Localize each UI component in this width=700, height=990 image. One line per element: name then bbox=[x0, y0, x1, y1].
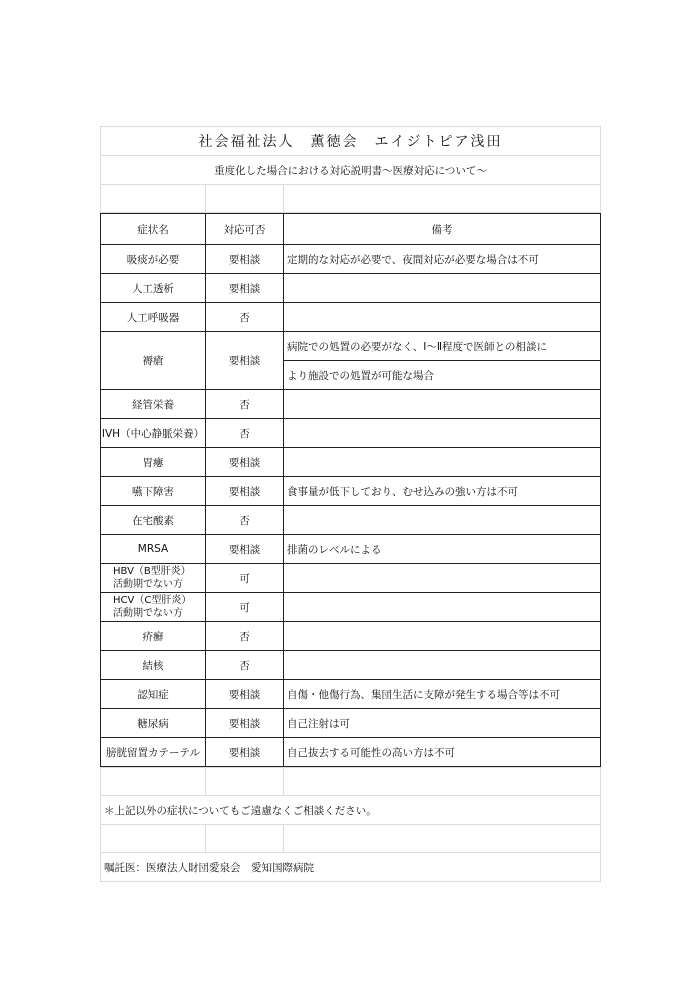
availability-value: 要相談 bbox=[206, 448, 284, 477]
symptom-name: 嚥下障害 bbox=[101, 477, 206, 506]
remark-text: 自己注射は可 bbox=[284, 709, 601, 738]
table-row bbox=[101, 448, 601, 477]
symptom-name: 褥瘡 bbox=[101, 332, 206, 390]
remark-text bbox=[284, 448, 601, 477]
symptom-name: 結核 bbox=[101, 651, 206, 680]
document-subtitle: 重度化した場合における対応説明書～医療対応について～ bbox=[101, 156, 601, 185]
symptom-name: 人工透析 bbox=[101, 274, 206, 303]
table-row bbox=[101, 709, 601, 738]
remark-text bbox=[284, 564, 601, 593]
symptom-name bbox=[101, 564, 206, 593]
consulting-doctor: 嘱託医：医療法人財団愛泉会 愛知国際病院 bbox=[101, 853, 601, 882]
availability-value: 要相談 bbox=[206, 477, 284, 506]
header-symptom: 症状名 bbox=[101, 214, 206, 245]
header-availability: 対応可否 bbox=[206, 214, 284, 245]
table-row bbox=[101, 419, 601, 448]
remark-text bbox=[284, 390, 601, 419]
table-row bbox=[101, 622, 601, 651]
symptom-name-line2: 活動期でない方 bbox=[113, 579, 183, 590]
remark-text bbox=[284, 651, 601, 680]
header-remarks: 備考 bbox=[284, 214, 601, 245]
availability-value: 可 bbox=[206, 593, 284, 622]
footer-block bbox=[100, 767, 601, 882]
availability-value: 要相談 bbox=[206, 680, 284, 709]
availability-value: 要相談 bbox=[206, 535, 284, 564]
availability-value: 否 bbox=[206, 303, 284, 332]
symptom-name-line2: 活動期でない方 bbox=[113, 608, 183, 619]
availability-value: 否 bbox=[206, 651, 284, 680]
remark-text bbox=[284, 303, 601, 332]
remark-text bbox=[284, 506, 601, 535]
symptom-name-line1: HCV（C型肝炎） bbox=[113, 595, 192, 606]
availability-value: 否 bbox=[206, 419, 284, 448]
remark-text-line2: より施設での処置が可能な場合 bbox=[284, 361, 601, 390]
symptom-name: MRSA bbox=[101, 535, 206, 564]
symptom-name bbox=[101, 593, 206, 622]
table-row bbox=[101, 680, 601, 709]
remark-text bbox=[284, 419, 601, 448]
symptom-name: 人工呼吸器 bbox=[101, 303, 206, 332]
symptom-name: 在宅酸素 bbox=[101, 506, 206, 535]
symptom-name: 膀胱留置カテーテル bbox=[101, 738, 206, 767]
symptom-name: 疥癬 bbox=[101, 622, 206, 651]
remark-text bbox=[284, 622, 601, 651]
footnote: ＊上記以外の症状についてもご遠慮なくご相談ください。 bbox=[101, 796, 601, 825]
table-row bbox=[101, 651, 601, 680]
medical-care-table bbox=[100, 213, 601, 767]
remark-text: 定期的な対応が必要で、夜間対応が必要な場合は不可 bbox=[284, 245, 601, 274]
table-row bbox=[101, 477, 601, 506]
table-header-row bbox=[101, 214, 601, 245]
symptom-name: 糖尿病 bbox=[101, 709, 206, 738]
table-row bbox=[101, 274, 601, 303]
table-row bbox=[101, 564, 601, 593]
remark-text-line1: 病院での処置の必要がなく、Ⅰ～Ⅱ程度で医師との相談に bbox=[284, 332, 601, 361]
table-row bbox=[101, 245, 601, 274]
remark-text: 自己抜去する可能性の高い方は不可 bbox=[284, 738, 601, 767]
availability-value: 要相談 bbox=[206, 274, 284, 303]
table-row bbox=[101, 738, 601, 767]
availability-value: 否 bbox=[206, 390, 284, 419]
symptom-name: IVH（中心静脈栄養） bbox=[101, 419, 206, 448]
table-row bbox=[101, 390, 601, 419]
table-row bbox=[101, 593, 601, 622]
remark-text: 排菌のレベルによる bbox=[284, 535, 601, 564]
remark-text bbox=[284, 593, 601, 622]
document-sheet bbox=[100, 126, 600, 882]
availability-value: 否 bbox=[206, 506, 284, 535]
table-row bbox=[101, 535, 601, 564]
availability-value: 可 bbox=[206, 564, 284, 593]
remark-text bbox=[284, 274, 601, 303]
symptom-name: 吸痰が必要 bbox=[101, 245, 206, 274]
remark-text: 自傷・他傷行為、集団生活に支障が発生する場合等は不可 bbox=[284, 680, 601, 709]
symptom-name: 経管栄養 bbox=[101, 390, 206, 419]
symptom-name-line1: HBV（B型肝炎） bbox=[113, 566, 191, 577]
availability-value: 要相談 bbox=[206, 245, 284, 274]
document-title: 社会福祉法人 薫徳会 エイジトピア浅田 bbox=[101, 127, 601, 156]
table-row bbox=[101, 303, 601, 332]
symptom-name: 認知症 bbox=[101, 680, 206, 709]
remark-text: 食事量が低下しており、むせ込みの強い方は不可 bbox=[284, 477, 601, 506]
table-row bbox=[101, 506, 601, 535]
table-row bbox=[101, 332, 601, 361]
availability-value: 否 bbox=[206, 622, 284, 651]
title-block bbox=[100, 126, 601, 213]
availability-value: 要相談 bbox=[206, 738, 284, 767]
symptom-name: 胃瘻 bbox=[101, 448, 206, 477]
availability-value: 要相談 bbox=[206, 709, 284, 738]
availability-value: 要相談 bbox=[206, 332, 284, 390]
